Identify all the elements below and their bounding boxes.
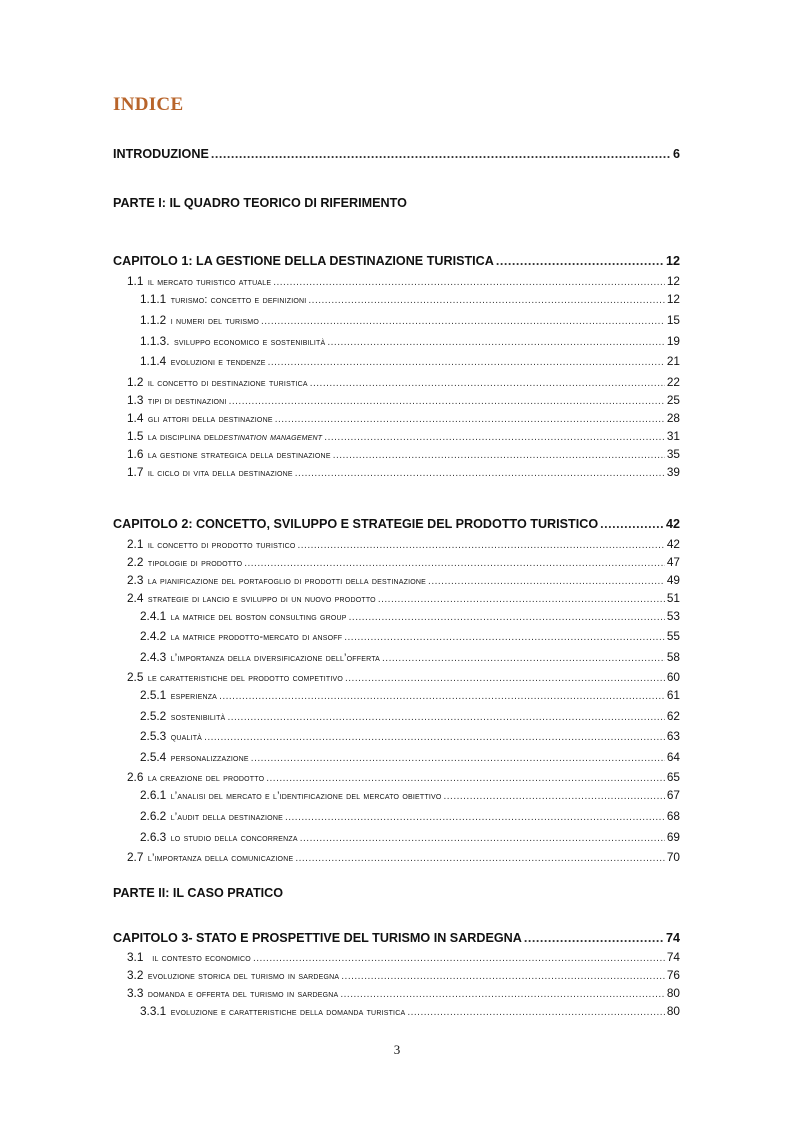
toc-leader bbox=[211, 147, 671, 161]
toc-entry[interactable]: 1.3 tipi di destinazioni ..... 25 bbox=[127, 391, 680, 407]
toc-entry[interactable]: 1.1.1 turismo: concetto e definizioni ..... 12 bbox=[140, 290, 680, 306]
page-title: INDICE bbox=[113, 94, 184, 115]
toc-entry[interactable]: 3.3.1 evoluzione e caratteristiche della domanda turistica ..... 80 bbox=[140, 1002, 680, 1018]
toc-entry[interactable]: 1.7 il ciclo di vita della destinazione ..... 39 bbox=[127, 463, 680, 479]
toc-entry[interactable]: 2.4 strategie di lancio e sviluppo di un nuovo prodotto ..... 51 bbox=[127, 589, 680, 605]
toc-chapter-1[interactable] bbox=[113, 250, 680, 268]
toc-entry[interactable]: 2.5.4 personalizzazione ..... 64 bbox=[140, 748, 680, 764]
toc-entry[interactable]: 2.2 tipologie di prodotto ..... 47 bbox=[127, 553, 680, 569]
toc-intro[interactable] bbox=[113, 143, 680, 161]
toc-entry[interactable]: 2.6.3 lo studio della concorrenza ..... 69 bbox=[140, 828, 680, 844]
toc-entry[interactable]: 1.1 il mercato turistico attuale ..... 12 bbox=[127, 272, 680, 288]
toc-entry[interactable]: 3.3 domanda e offerta del turismo in sardegna ..... 80 bbox=[127, 984, 680, 1000]
toc-entry[interactable]: 2.4.3 l’importanza della diversificazione dell’offerta ..... 58 bbox=[140, 648, 680, 664]
toc-entry[interactable]: 3.2 evoluzione storica del turismo in sardegna ..... 76 bbox=[127, 966, 680, 982]
toc-page: 74 bbox=[665, 931, 680, 945]
toc-entry[interactable]: 1.1.2 i numeri del turismo ..... 15 bbox=[140, 311, 680, 327]
toc-entry[interactable]: 2.6.2 l’audit della destinazione ..... 68 bbox=[140, 807, 680, 823]
toc-label: CAPITOLO 1: LA GESTIONE DELLA DESTINAZIONE TURISTICA bbox=[113, 254, 494, 268]
toc-chapter-2[interactable] bbox=[113, 513, 680, 531]
toc-chapter-3[interactable] bbox=[113, 927, 680, 945]
toc-leader bbox=[524, 931, 664, 945]
page-number: 3 bbox=[393, 1042, 401, 1057]
toc-entry[interactable]: 2.6 la creazione del prodotto ..... 65 bbox=[127, 768, 680, 784]
toc-page: 42 bbox=[665, 517, 680, 531]
toc-label: CAPITOLO 3- STATO E PROSPETTIVE DEL TURISMO IN SARDEGNA bbox=[113, 931, 522, 945]
toc-entry[interactable]: 2.4.1 la matrice del boston consulting group ..... 53 bbox=[140, 607, 680, 623]
toc-entry[interactable]: 1.2 il concetto di destinazione turistica ..... 22 bbox=[127, 373, 680, 389]
toc-entry[interactable]: 1.4 gli attori della destinazione ..... 28 bbox=[127, 409, 680, 425]
toc-leader bbox=[600, 517, 664, 531]
toc-entry[interactable]: 1.5 la disciplina del destination management ..... 31 bbox=[127, 427, 680, 443]
part-heading-2: PARTE II: IL CASO PRATICO bbox=[113, 886, 284, 900]
toc-label: CAPITOLO 2: CONCETTO, SVILUPPO E STRATEGIE DEL PRODOTTO TURISTICO bbox=[113, 517, 599, 531]
toc-leader bbox=[496, 254, 664, 268]
toc-label: INTRODUZIONE bbox=[113, 147, 209, 161]
toc-entry[interactable]: 1.6 la gestione strategica della destinazione ..... 35 bbox=[127, 445, 680, 461]
toc-entry[interactable]: 3.1 il contesto economico ..... 74 bbox=[127, 948, 680, 964]
toc-entry[interactable]: 2.5.3 qualità ..... 63 bbox=[140, 727, 680, 743]
toc-entry[interactable]: 2.5.1 esperienza ..... 61 bbox=[140, 686, 680, 702]
toc-page: 12 bbox=[665, 254, 680, 268]
toc-entry[interactable]: 2.5 le caratteristiche del prodotto competitivo ..... 60 bbox=[127, 668, 680, 684]
toc-entry[interactable]: 1.1.4 evoluzioni e tendenze ..... 21 bbox=[140, 352, 680, 368]
toc-entry[interactable]: 2.1 il concetto di prodotto turistico ..... 42 bbox=[127, 535, 680, 551]
toc-entry[interactable]: 2.4.2 la matrice prodotto-mercato di ansoff ..... 55 bbox=[140, 627, 680, 643]
toc-entry[interactable]: 2.7 l’importanza della comunicazione ..... 70 bbox=[127, 848, 680, 864]
toc-page: 6 bbox=[672, 147, 680, 161]
toc-entry[interactable]: 2.3 la pianificazione del portafoglio di prodotti della destinazione ..... 49 bbox=[127, 571, 680, 587]
toc-entry[interactable]: 2.5.2 sostenibilità ..... 62 bbox=[140, 707, 680, 723]
toc-entry[interactable]: 1.1.3. sviluppo economico e sostenibilità ..... 19 bbox=[140, 332, 680, 348]
toc-entry[interactable]: 2.6.1 l’analisi del mercato e l’identificazione del mercato obiettivo ..... 67 bbox=[140, 786, 680, 802]
part-heading-1: PARTE I: IL QUADRO TEORICO DI RIFERIMENTO bbox=[113, 196, 407, 210]
